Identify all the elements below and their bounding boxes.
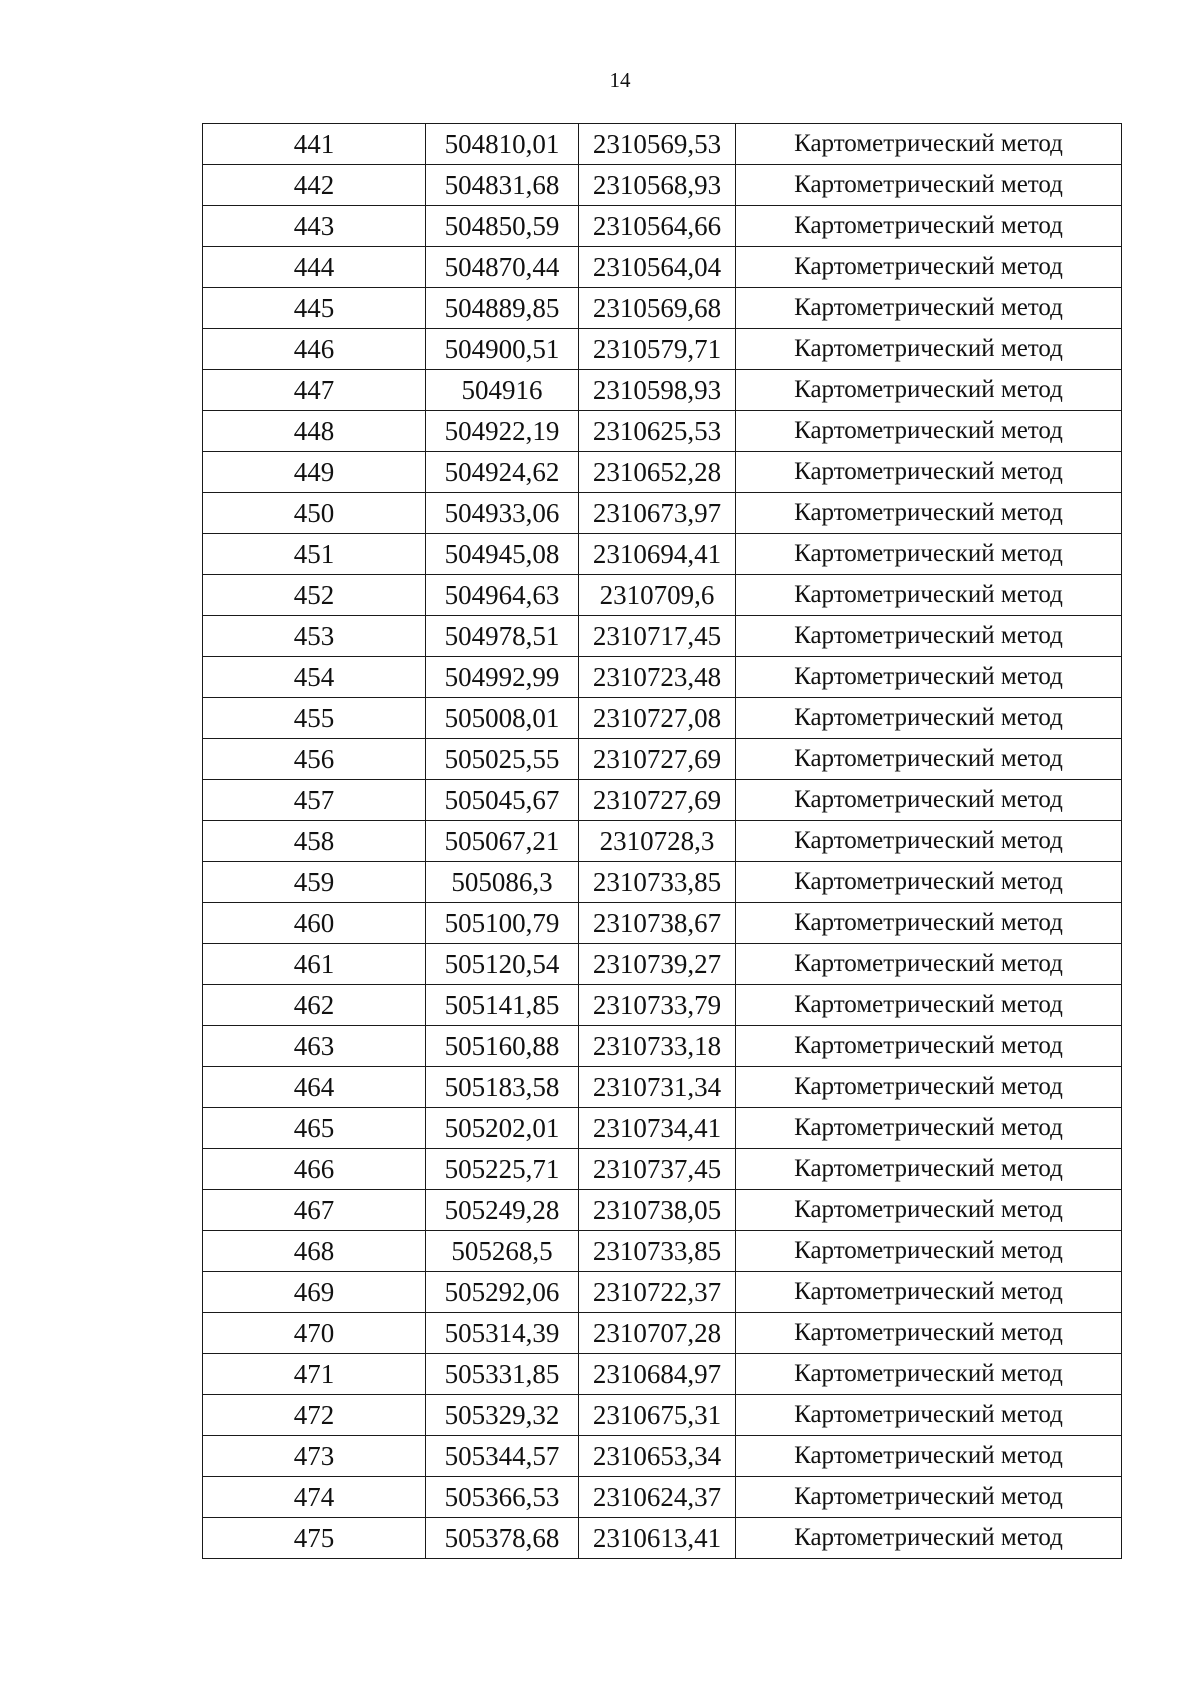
x-coordinate-cell: 505086,3 — [426, 862, 579, 903]
table-row — [203, 657, 1122, 698]
x-coordinate-cell: 505292,06 — [426, 1272, 579, 1313]
point-number-cell: 463 — [203, 1026, 426, 1067]
method-cell: Картометрический метод — [736, 1190, 1122, 1231]
point-number-cell: 470 — [203, 1313, 426, 1354]
table-row — [203, 1108, 1122, 1149]
method-cell: Картометрический метод — [736, 534, 1122, 575]
x-coordinate-cell: 504992,99 — [426, 657, 579, 698]
y-coordinate-cell: 2310625,53 — [579, 411, 736, 452]
y-coordinate-cell: 2310738,67 — [579, 903, 736, 944]
method-cell: Картометрический метод — [736, 329, 1122, 370]
y-coordinate-cell: 2310709,6 — [579, 575, 736, 616]
method-cell: Картометрический метод — [736, 1436, 1122, 1477]
x-coordinate-cell: 505120,54 — [426, 944, 579, 985]
table-row — [203, 575, 1122, 616]
y-coordinate-cell: 2310653,34 — [579, 1436, 736, 1477]
table-row — [203, 862, 1122, 903]
method-cell: Картометрический метод — [736, 985, 1122, 1026]
point-number-cell: 466 — [203, 1149, 426, 1190]
table-row — [203, 534, 1122, 575]
y-coordinate-cell: 2310675,31 — [579, 1395, 736, 1436]
y-coordinate-cell: 2310733,85 — [579, 862, 736, 903]
x-coordinate-cell: 505100,79 — [426, 903, 579, 944]
x-coordinate-cell: 504933,06 — [426, 493, 579, 534]
method-cell: Картометрический метод — [736, 1067, 1122, 1108]
point-number-cell: 473 — [203, 1436, 426, 1477]
method-cell: Картометрический метод — [736, 698, 1122, 739]
table-row — [203, 1477, 1122, 1518]
y-coordinate-cell: 2310734,41 — [579, 1108, 736, 1149]
x-coordinate-cell: 504810,01 — [426, 124, 579, 165]
method-cell: Картометрический метод — [736, 165, 1122, 206]
y-coordinate-cell: 2310598,93 — [579, 370, 736, 411]
table-row — [203, 493, 1122, 534]
x-coordinate-cell: 504978,51 — [426, 616, 579, 657]
table-row — [203, 370, 1122, 411]
table-row — [203, 739, 1122, 780]
point-number-cell: 469 — [203, 1272, 426, 1313]
table-row — [203, 1026, 1122, 1067]
point-number-cell: 458 — [203, 821, 426, 862]
point-number-cell: 471 — [203, 1354, 426, 1395]
y-coordinate-cell: 2310569,68 — [579, 288, 736, 329]
table-row — [203, 1190, 1122, 1231]
y-coordinate-cell: 2310727,69 — [579, 780, 736, 821]
method-cell: Картометрический метод — [736, 821, 1122, 862]
table-row — [203, 329, 1122, 370]
coordinates-table-body — [203, 124, 1122, 1559]
y-coordinate-cell: 2310684,97 — [579, 1354, 736, 1395]
y-coordinate-cell: 2310707,28 — [579, 1313, 736, 1354]
method-cell: Картометрический метод — [736, 1026, 1122, 1067]
method-cell: Картометрический метод — [736, 1108, 1122, 1149]
method-cell: Картометрический метод — [736, 247, 1122, 288]
table-row — [203, 698, 1122, 739]
method-cell: Картометрический метод — [736, 616, 1122, 657]
point-number-cell: 472 — [203, 1395, 426, 1436]
method-cell: Картометрический метод — [736, 370, 1122, 411]
x-coordinate-cell: 504916 — [426, 370, 579, 411]
y-coordinate-cell: 2310717,45 — [579, 616, 736, 657]
x-coordinate-cell: 504945,08 — [426, 534, 579, 575]
x-coordinate-cell: 505141,85 — [426, 985, 579, 1026]
method-cell: Картометрический метод — [736, 657, 1122, 698]
point-number-cell: 468 — [203, 1231, 426, 1272]
table-row — [203, 1518, 1122, 1559]
y-coordinate-cell: 2310694,41 — [579, 534, 736, 575]
table-row — [203, 1231, 1122, 1272]
x-coordinate-cell: 505268,5 — [426, 1231, 579, 1272]
x-coordinate-cell: 505225,71 — [426, 1149, 579, 1190]
point-number-cell: 474 — [203, 1477, 426, 1518]
method-cell: Картометрический метод — [736, 944, 1122, 985]
point-number-cell: 441 — [203, 124, 426, 165]
method-cell: Картометрический метод — [736, 1149, 1122, 1190]
method-cell: Картометрический метод — [736, 206, 1122, 247]
x-coordinate-cell: 504964,63 — [426, 575, 579, 616]
point-number-cell: 467 — [203, 1190, 426, 1231]
y-coordinate-cell: 2310733,79 — [579, 985, 736, 1026]
point-number-cell: 452 — [203, 575, 426, 616]
y-coordinate-cell: 2310739,27 — [579, 944, 736, 985]
point-number-cell: 475 — [203, 1518, 426, 1559]
point-number-cell: 445 — [203, 288, 426, 329]
method-cell: Картометрический метод — [736, 1272, 1122, 1313]
y-coordinate-cell: 2310579,71 — [579, 329, 736, 370]
table-row — [203, 1067, 1122, 1108]
x-coordinate-cell: 505160,88 — [426, 1026, 579, 1067]
x-coordinate-cell: 505378,68 — [426, 1518, 579, 1559]
x-coordinate-cell: 505045,67 — [426, 780, 579, 821]
method-cell: Картометрический метод — [736, 1313, 1122, 1354]
y-coordinate-cell: 2310569,53 — [579, 124, 736, 165]
y-coordinate-cell: 2310564,66 — [579, 206, 736, 247]
point-number-cell: 460 — [203, 903, 426, 944]
y-coordinate-cell: 2310624,37 — [579, 1477, 736, 1518]
x-coordinate-cell: 505331,85 — [426, 1354, 579, 1395]
point-number-cell: 459 — [203, 862, 426, 903]
method-cell: Картометрический метод — [736, 411, 1122, 452]
method-cell: Картометрический метод — [736, 1354, 1122, 1395]
table-row — [203, 288, 1122, 329]
page-number: 14 — [609, 68, 631, 92]
y-coordinate-cell: 2310737,45 — [579, 1149, 736, 1190]
table-row — [203, 944, 1122, 985]
table-row — [203, 247, 1122, 288]
point-number-cell: 457 — [203, 780, 426, 821]
table-row — [203, 1354, 1122, 1395]
table-row — [203, 1272, 1122, 1313]
table-row — [203, 124, 1122, 165]
table-row — [203, 165, 1122, 206]
x-coordinate-cell: 504870,44 — [426, 247, 579, 288]
y-coordinate-cell: 2310727,08 — [579, 698, 736, 739]
method-cell: Картометрический метод — [736, 1518, 1122, 1559]
point-number-cell: 446 — [203, 329, 426, 370]
x-coordinate-cell: 504831,68 — [426, 165, 579, 206]
x-coordinate-cell: 504889,85 — [426, 288, 579, 329]
x-coordinate-cell: 505329,32 — [426, 1395, 579, 1436]
x-coordinate-cell: 505249,28 — [426, 1190, 579, 1231]
y-coordinate-cell: 2310733,85 — [579, 1231, 736, 1272]
table-row — [203, 452, 1122, 493]
table-row — [203, 903, 1122, 944]
x-coordinate-cell: 504850,59 — [426, 206, 579, 247]
table-row — [203, 1395, 1122, 1436]
y-coordinate-cell: 2310731,34 — [579, 1067, 736, 1108]
x-coordinate-cell: 504922,19 — [426, 411, 579, 452]
method-cell: Картометрический метод — [736, 575, 1122, 616]
x-coordinate-cell: 505067,21 — [426, 821, 579, 862]
point-number-cell: 453 — [203, 616, 426, 657]
x-coordinate-cell: 504924,62 — [426, 452, 579, 493]
x-coordinate-cell: 505183,58 — [426, 1067, 579, 1108]
point-number-cell: 449 — [203, 452, 426, 493]
table-row — [203, 616, 1122, 657]
table-row — [203, 1313, 1122, 1354]
method-cell: Картометрический метод — [736, 1477, 1122, 1518]
point-number-cell: 444 — [203, 247, 426, 288]
point-number-cell: 456 — [203, 739, 426, 780]
point-number-cell: 455 — [203, 698, 426, 739]
x-coordinate-cell: 505344,57 — [426, 1436, 579, 1477]
x-coordinate-cell: 504900,51 — [426, 329, 579, 370]
table-row — [203, 780, 1122, 821]
y-coordinate-cell: 2310568,93 — [579, 165, 736, 206]
point-number-cell: 451 — [203, 534, 426, 575]
method-cell: Картометрический метод — [736, 780, 1122, 821]
y-coordinate-cell: 2310733,18 — [579, 1026, 736, 1067]
coordinates-table — [202, 123, 1122, 1559]
y-coordinate-cell: 2310722,37 — [579, 1272, 736, 1313]
y-coordinate-cell: 2310728,3 — [579, 821, 736, 862]
method-cell: Картометрический метод — [736, 452, 1122, 493]
method-cell: Картометрический метод — [736, 124, 1122, 165]
method-cell: Картометрический метод — [736, 1395, 1122, 1436]
method-cell: Картометрический метод — [736, 862, 1122, 903]
x-coordinate-cell: 505025,55 — [426, 739, 579, 780]
table-row — [203, 821, 1122, 862]
x-coordinate-cell: 505008,01 — [426, 698, 579, 739]
point-number-cell: 443 — [203, 206, 426, 247]
point-number-cell: 448 — [203, 411, 426, 452]
point-number-cell: 465 — [203, 1108, 426, 1149]
x-coordinate-cell: 505314,39 — [426, 1313, 579, 1354]
point-number-cell: 462 — [203, 985, 426, 1026]
table-row — [203, 206, 1122, 247]
y-coordinate-cell: 2310652,28 — [579, 452, 736, 493]
method-cell: Картометрический метод — [736, 903, 1122, 944]
y-coordinate-cell: 2310613,41 — [579, 1518, 736, 1559]
table-row — [203, 1149, 1122, 1190]
method-cell: Картометрический метод — [736, 739, 1122, 780]
point-number-cell: 447 — [203, 370, 426, 411]
y-coordinate-cell: 2310723,48 — [579, 657, 736, 698]
point-number-cell: 464 — [203, 1067, 426, 1108]
x-coordinate-cell: 505366,53 — [426, 1477, 579, 1518]
y-coordinate-cell: 2310738,05 — [579, 1190, 736, 1231]
table-row — [203, 1436, 1122, 1477]
point-number-cell: 442 — [203, 165, 426, 206]
y-coordinate-cell: 2310727,69 — [579, 739, 736, 780]
point-number-cell: 461 — [203, 944, 426, 985]
point-number-cell: 454 — [203, 657, 426, 698]
x-coordinate-cell: 505202,01 — [426, 1108, 579, 1149]
method-cell: Картометрический метод — [736, 288, 1122, 329]
method-cell: Картометрический метод — [736, 1231, 1122, 1272]
point-number-cell: 450 — [203, 493, 426, 534]
table-row — [203, 411, 1122, 452]
y-coordinate-cell: 2310564,04 — [579, 247, 736, 288]
table-row — [203, 985, 1122, 1026]
method-cell: Картометрический метод — [736, 493, 1122, 534]
y-coordinate-cell: 2310673,97 — [579, 493, 736, 534]
